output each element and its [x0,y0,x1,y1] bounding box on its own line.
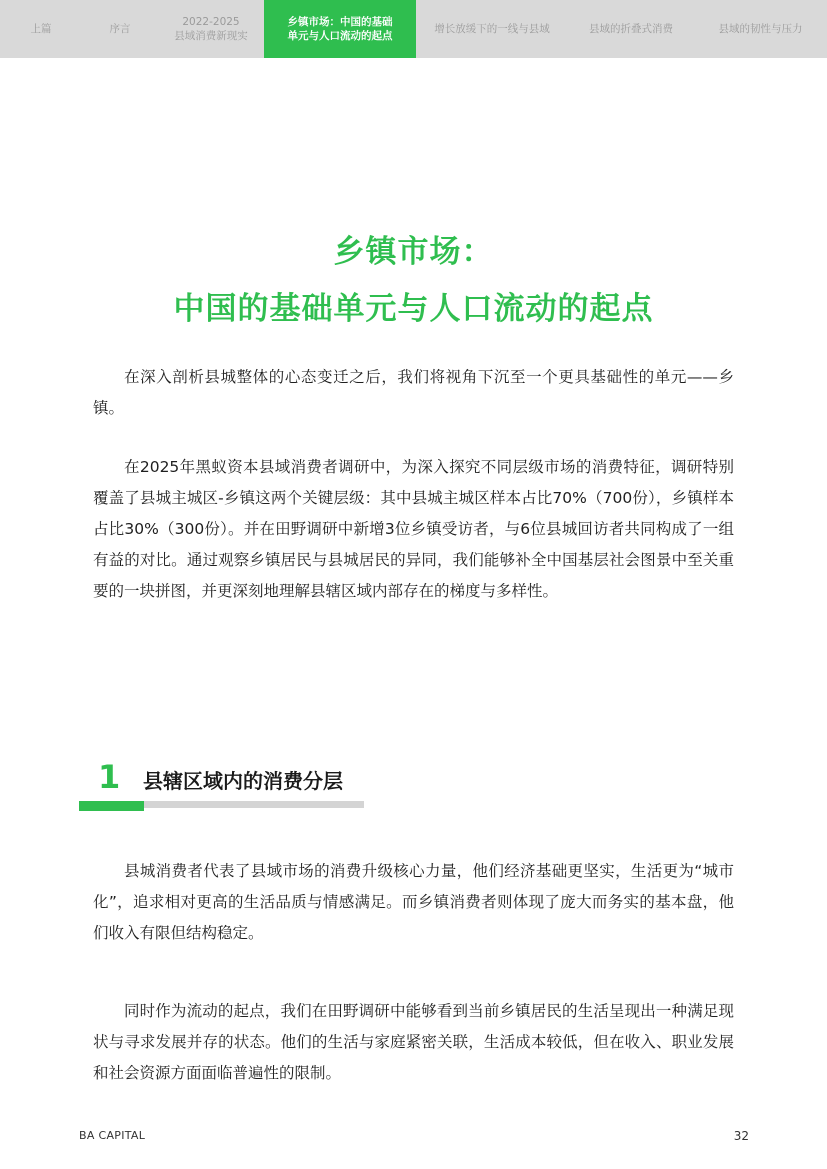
top-navigation [0,0,827,58]
page-title-line2: 中国的基础单元与人口流动的起点 [173,291,654,327]
page-title-line1: 乡镇市场： [333,234,494,270]
nav-tab-preface[interactable]: 序言 [109,23,131,35]
intro-paragraph-2: 在2025年黑蚁资本县域消费者调研中，为深入探究不同层级市场的消费特征，调研特别覆盖了县城主城区-乡镇这两个关键层级：其中县城主城区样本占比70%（700份），乡镇样本占比30%（300份）。并在田野调研中新增3位乡镇受访者，与6位县城回访者共同构成了一组有益的对比。通过观察乡镇居民与县城居民的异同，我们能够补全中国基层社会图景中至关重要的一块拼图，并更深刻地理解县辖区域内部存在的梯度与多样性。 [93,458,734,600]
nav-tab-part1[interactable]: 上篇 [30,23,52,35]
section-paragraph-2: 同时作为流动的起点，我们在田野调研中能够看到当前乡镇居民的生活呈现出一种满足现状与寻求发展并存的状态。他们的生活与家庭紧密关联，生活成本较低，但在收入、职业发展和社会资源方面面临普遍性的限制。 [93,1002,734,1082]
section-paragraph-1: 县城消费者代表了县域市场的消费升级核心力量，他们经济基础更坚实，生活更为“城市化”，追求相对更高的生活品质与情感满足。而乡镇消费者则体现了庞大而务实的基本盘，他们收入有限但结构稳定。 [93,862,734,942]
section-title: 县辖区域内的消费分层 [143,769,343,793]
nav-tab-growth-slowdown[interactable]: 增长放缓下的一线与县域 [434,23,550,35]
footer-brand: BA CAPITAL [79,1129,146,1142]
nav-tab-resilience-pressure[interactable]: 县域的韧性与压力 [718,23,803,35]
section-underline-accent [79,801,144,811]
section-number: 1 [98,758,121,796]
nav-tab-township-market[interactable]: 乡镇市场：中国的基础 单元与人口流动的起点 [264,0,416,58]
intro-paragraph-1: 在深入剖析县城整体的心态变迁之后，我们将视角下沉至一个更具基础性的单元——乡镇。 [93,368,734,417]
nav-tab-folding-consumption[interactable]: 县域的折叠式消费 [589,23,673,35]
page-number: 32 [733,1129,749,1143]
nav-tab-new-reality[interactable]: 2022-2025 县域消费新现实 [174,16,248,42]
